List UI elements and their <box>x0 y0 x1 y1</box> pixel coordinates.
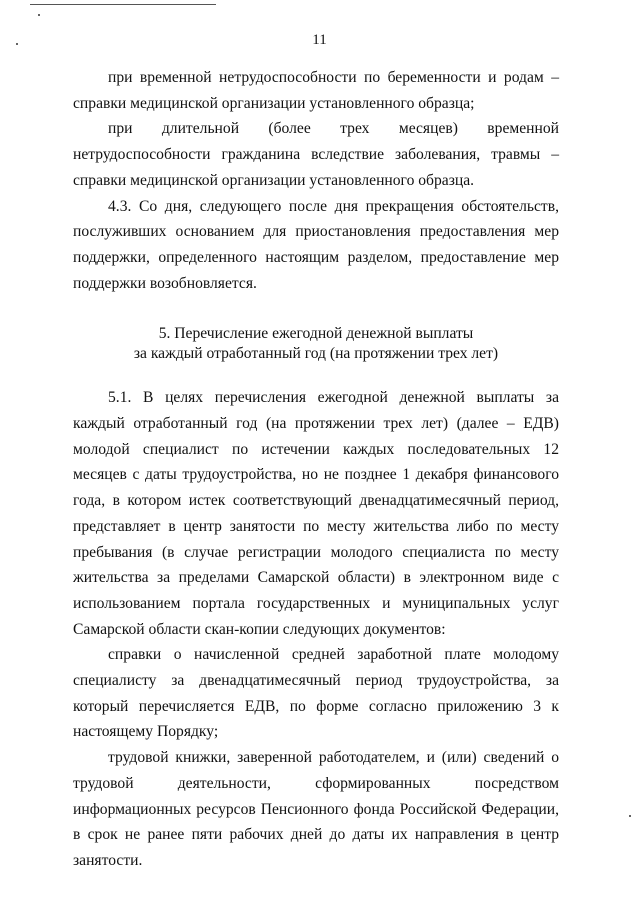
section-heading <box>73 324 559 364</box>
scan-speck <box>629 815 631 817</box>
section-heading-line: 5. Перечисление ежегодной денежной выплаты <box>158 325 474 343</box>
paragraph: при длительной (более трех месяцев) временной нетрудоспособности гражданина вследствие заболевания, травмы – справки медицинской организации установленного образца. <box>73 120 559 189</box>
scan-border-line <box>30 4 216 5</box>
page-number: 11 <box>312 32 327 48</box>
scan-speck <box>38 14 40 16</box>
paragraph: 5.1. В целях перечисления ежегодной денежной выплаты за каждый отработанный год (на протяжении трех лет) (далее – ЕДВ) молодой специалист по истечении каждых последовательных 12 месяцев с даты трудоустройства, но не позднее 1 декабря финансового года, в котором истек соответствующий двенадцатимесячный период, представляет в центр занятости по месту жительства либо по месту пребывания (в случае регистрации молодого специалиста по месту жительства за пределами Самарской области) в электронном виде с использованием портала государственных и муниципальных услуг Самарской области скан-копии следующих документов: <box>73 389 559 638</box>
document-body <box>73 65 559 874</box>
paragraph: справки о начисленной средней заработной плате молодому специалисту за двенадцатимесячный период трудоустройства, за который перечисляется ЕДВ, по форме согласно приложению 3 к настоящему Порядку; <box>73 646 559 741</box>
paragraph: при временной нетрудоспособности по беременности и родам – справки медицинской организации установленного образца; <box>73 69 559 112</box>
paragraph: трудовой книжки, заверенной работодателем, и (или) сведений о трудовой деятельности, сформированных посредством информационных ресурсов Пенсионного фонда Российской Федерации, в срок не ранее пяти рабочих дней до даты их направления в центр занятости. <box>73 749 559 869</box>
paragraph: 4.3. Со дня, следующего после дня прекращения обстоятельств, послуживших основанием для приостановления предоставления мер поддержки, определенного настоящим разделом, предоставление мер поддержки возобновляется. <box>73 197 559 292</box>
section-heading-line: за каждый отработанный год (на протяжении трех лет) <box>133 345 499 363</box>
